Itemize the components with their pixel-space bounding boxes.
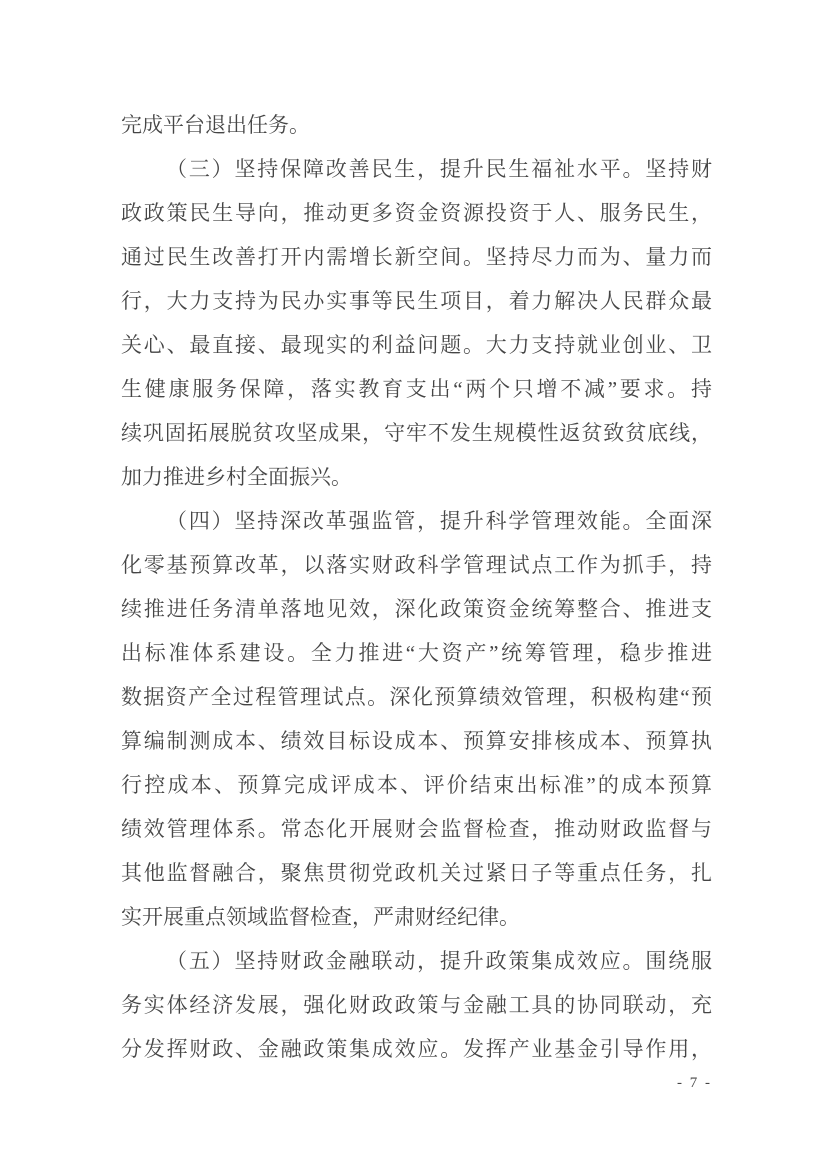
text-line: 加力推进乡村全面振兴。 <box>121 465 352 489</box>
text-line: 其他监督融合，聚焦贯彻党政机关过紧日子等重点任务，扎 <box>121 861 712 885</box>
text-line: 通过民生改善打开内需增长新空间。坚持尽力而为、量力而 <box>121 245 712 269</box>
text-line: 关心、最直接、最现实的利益问题。大力支持就业创业、卫 <box>121 333 712 357</box>
text-line: （五）坚持财政金融联动，提升政策集成效应。围绕服 <box>166 949 712 973</box>
text-line: 绩效管理体系。常态化开展财会监督检查，推动财政监督与 <box>121 817 712 841</box>
text-line: 生健康服务保障，落实教育支出“两个只增不减”要求。持 <box>121 377 712 401</box>
text-line: 完成平台退出任务。 <box>121 113 310 137</box>
text-line: 出标准体系建设。全力推进“大资产”统筹管理，稳步推进 <box>121 641 712 665</box>
text-line: 务实体经济发展，强化财政政策与金融工具的协同联动，充 <box>121 993 712 1017</box>
text-line: （三）坚持保障改善民生，提升民生福祉水平。坚持财 <box>166 157 712 181</box>
text-line: 化零基预算改革，以落实财政科学管理试点工作为抓手，持 <box>121 553 712 577</box>
page-number: - 7 - <box>677 1075 712 1091</box>
text-line: （四）坚持深改革强监管，提升科学管理效能。全面深 <box>166 509 712 533</box>
text-line: 政政策民生导向，推动更多资金资源投资于人、服务民生， <box>121 201 712 225</box>
document-body <box>121 103 712 1071</box>
text-line: 分发挥财政、金融政策集成效应。发挥产业基金引导作用， <box>121 1037 712 1061</box>
text-line: 数据资产全过程管理试点。深化预算绩效管理，积极构建“预 <box>121 685 712 709</box>
text-line: 行控成本、预算完成评成本、评价结束出标准”的成本预算 <box>121 773 712 797</box>
text-line: 续推进任务清单落地见效，深化政策资金统筹整合、推进支 <box>121 597 712 621</box>
text-line: 算编制测成本、绩效目标设成本、预算安排核成本、预算执 <box>121 729 712 753</box>
text-line: 实开展重点领域监督检查，严肃财经纪律。 <box>121 905 520 929</box>
text-line: 续巩固拓展脱贫攻坚成果，守牢不发生规模性返贫致贫底线， <box>121 421 712 445</box>
text-line: 行，大力支持为民办实事等民生项目，着力解决人民群众最 <box>121 289 712 313</box>
